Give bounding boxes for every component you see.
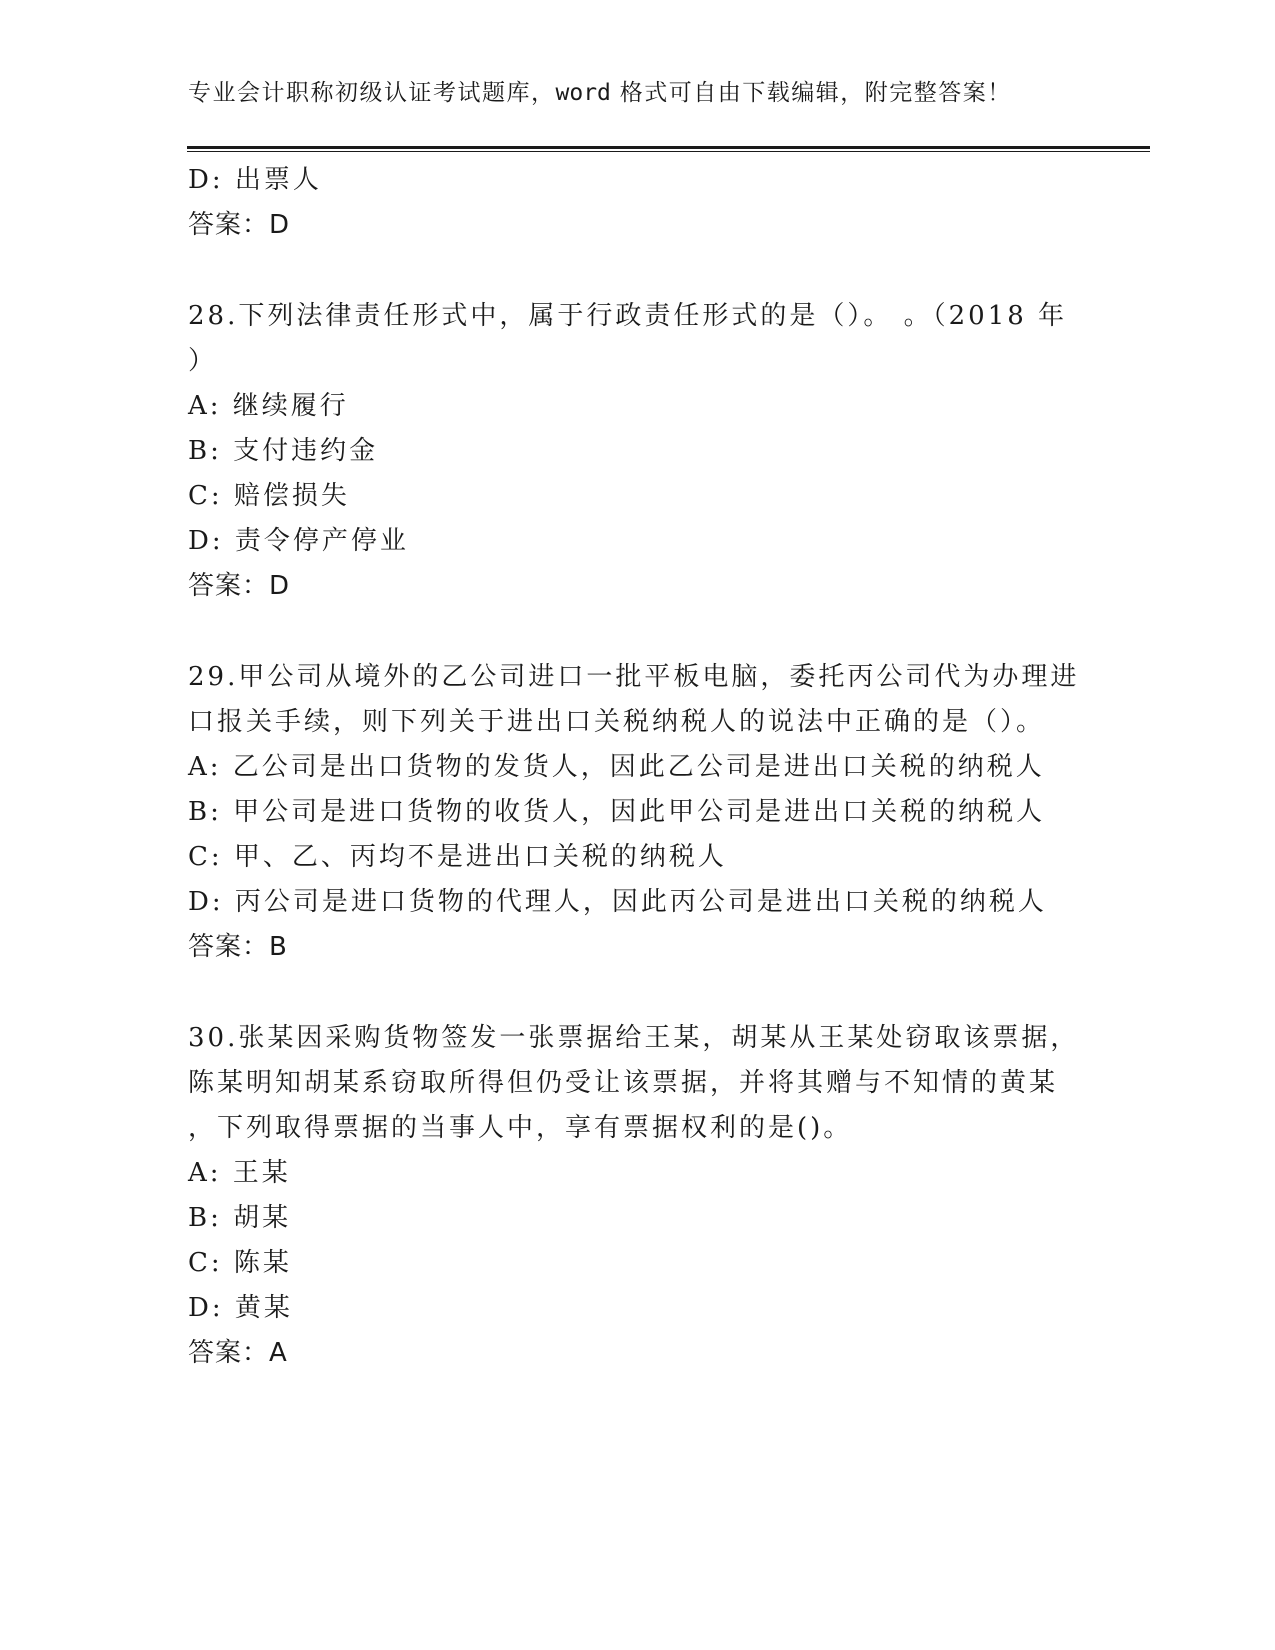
question-block-prev (188, 158, 1088, 248)
header-rule-thin (187, 151, 1150, 152)
header-text-before: 专业会计职称初级认证考试题库， (188, 80, 556, 106)
header-rule-thick (187, 146, 1150, 149)
option-d: D: 丙公司是进口货物的代理人，因此丙公司是进出口关税的纳税人 (188, 887, 1047, 917)
question-stem: 陈某明知胡某系窃取所得但仍受让该票据，并将其赠与不知情的黄某 (188, 1068, 1059, 1098)
option-b: B: 支付违约金 (188, 436, 379, 466)
option-d: D: 黄某 (188, 1293, 293, 1323)
option-c: C: 甲、乙、丙均不是进出口关税的纳税人 (188, 842, 727, 872)
question-stem: 28.下列法律责任形式中，属于行政责任形式的是（）。 。（2018 年 (188, 301, 1068, 331)
header-text-word: word (555, 80, 611, 106)
question-stem: ） (188, 346, 218, 376)
page-header (188, 74, 1012, 107)
option-c: C: 陈某 (188, 1248, 292, 1278)
option-b: B: 胡某 (188, 1203, 292, 1233)
block-spacer (188, 609, 1088, 655)
answer-line: 答案：A (188, 1338, 288, 1368)
option-a: A: 王某 (188, 1158, 291, 1188)
question-block-30 (188, 1016, 1088, 1376)
answer-line: 答案：D (188, 571, 291, 601)
option-c: C: 赔偿损失 (188, 481, 350, 511)
option-a: A: 继续履行 (188, 391, 349, 421)
option-b: B: 甲公司是进口货物的收货人，因此甲公司是进出口关税的纳税人 (188, 797, 1046, 827)
option-a: A: 乙公司是出口货物的发货人，因此乙公司是进出口关税的纳税人 (188, 752, 1045, 782)
option-d: D: 出票人 (188, 165, 322, 195)
question-block-29 (188, 655, 1088, 970)
question-stem: 口报关手续，则下列关于进出口关税纳税人的说法中正确的是（）。 (188, 707, 1046, 737)
question-list (188, 158, 1088, 1376)
block-spacer (188, 248, 1088, 294)
question-stem: ，下列取得票据的当事人中，享有票据权利的是()。 (188, 1113, 853, 1143)
question-stem: 30.张某因采购货物签发一张票据给王某，胡某从王某处窃取该票据， (188, 1023, 1080, 1053)
header-text-after: 格式可自由下载编辑，附完整答案！ (610, 80, 1012, 106)
question-stem: 29.甲公司从境外的乙公司进口一批平板电脑，委托丙公司代为办理进 (188, 662, 1080, 692)
option-d: D: 责令停产停业 (188, 526, 409, 556)
question-block-28 (188, 294, 1088, 609)
block-spacer (188, 970, 1088, 1016)
answer-line: 答案：D (188, 210, 291, 240)
answer-line: 答案：B (188, 932, 288, 962)
